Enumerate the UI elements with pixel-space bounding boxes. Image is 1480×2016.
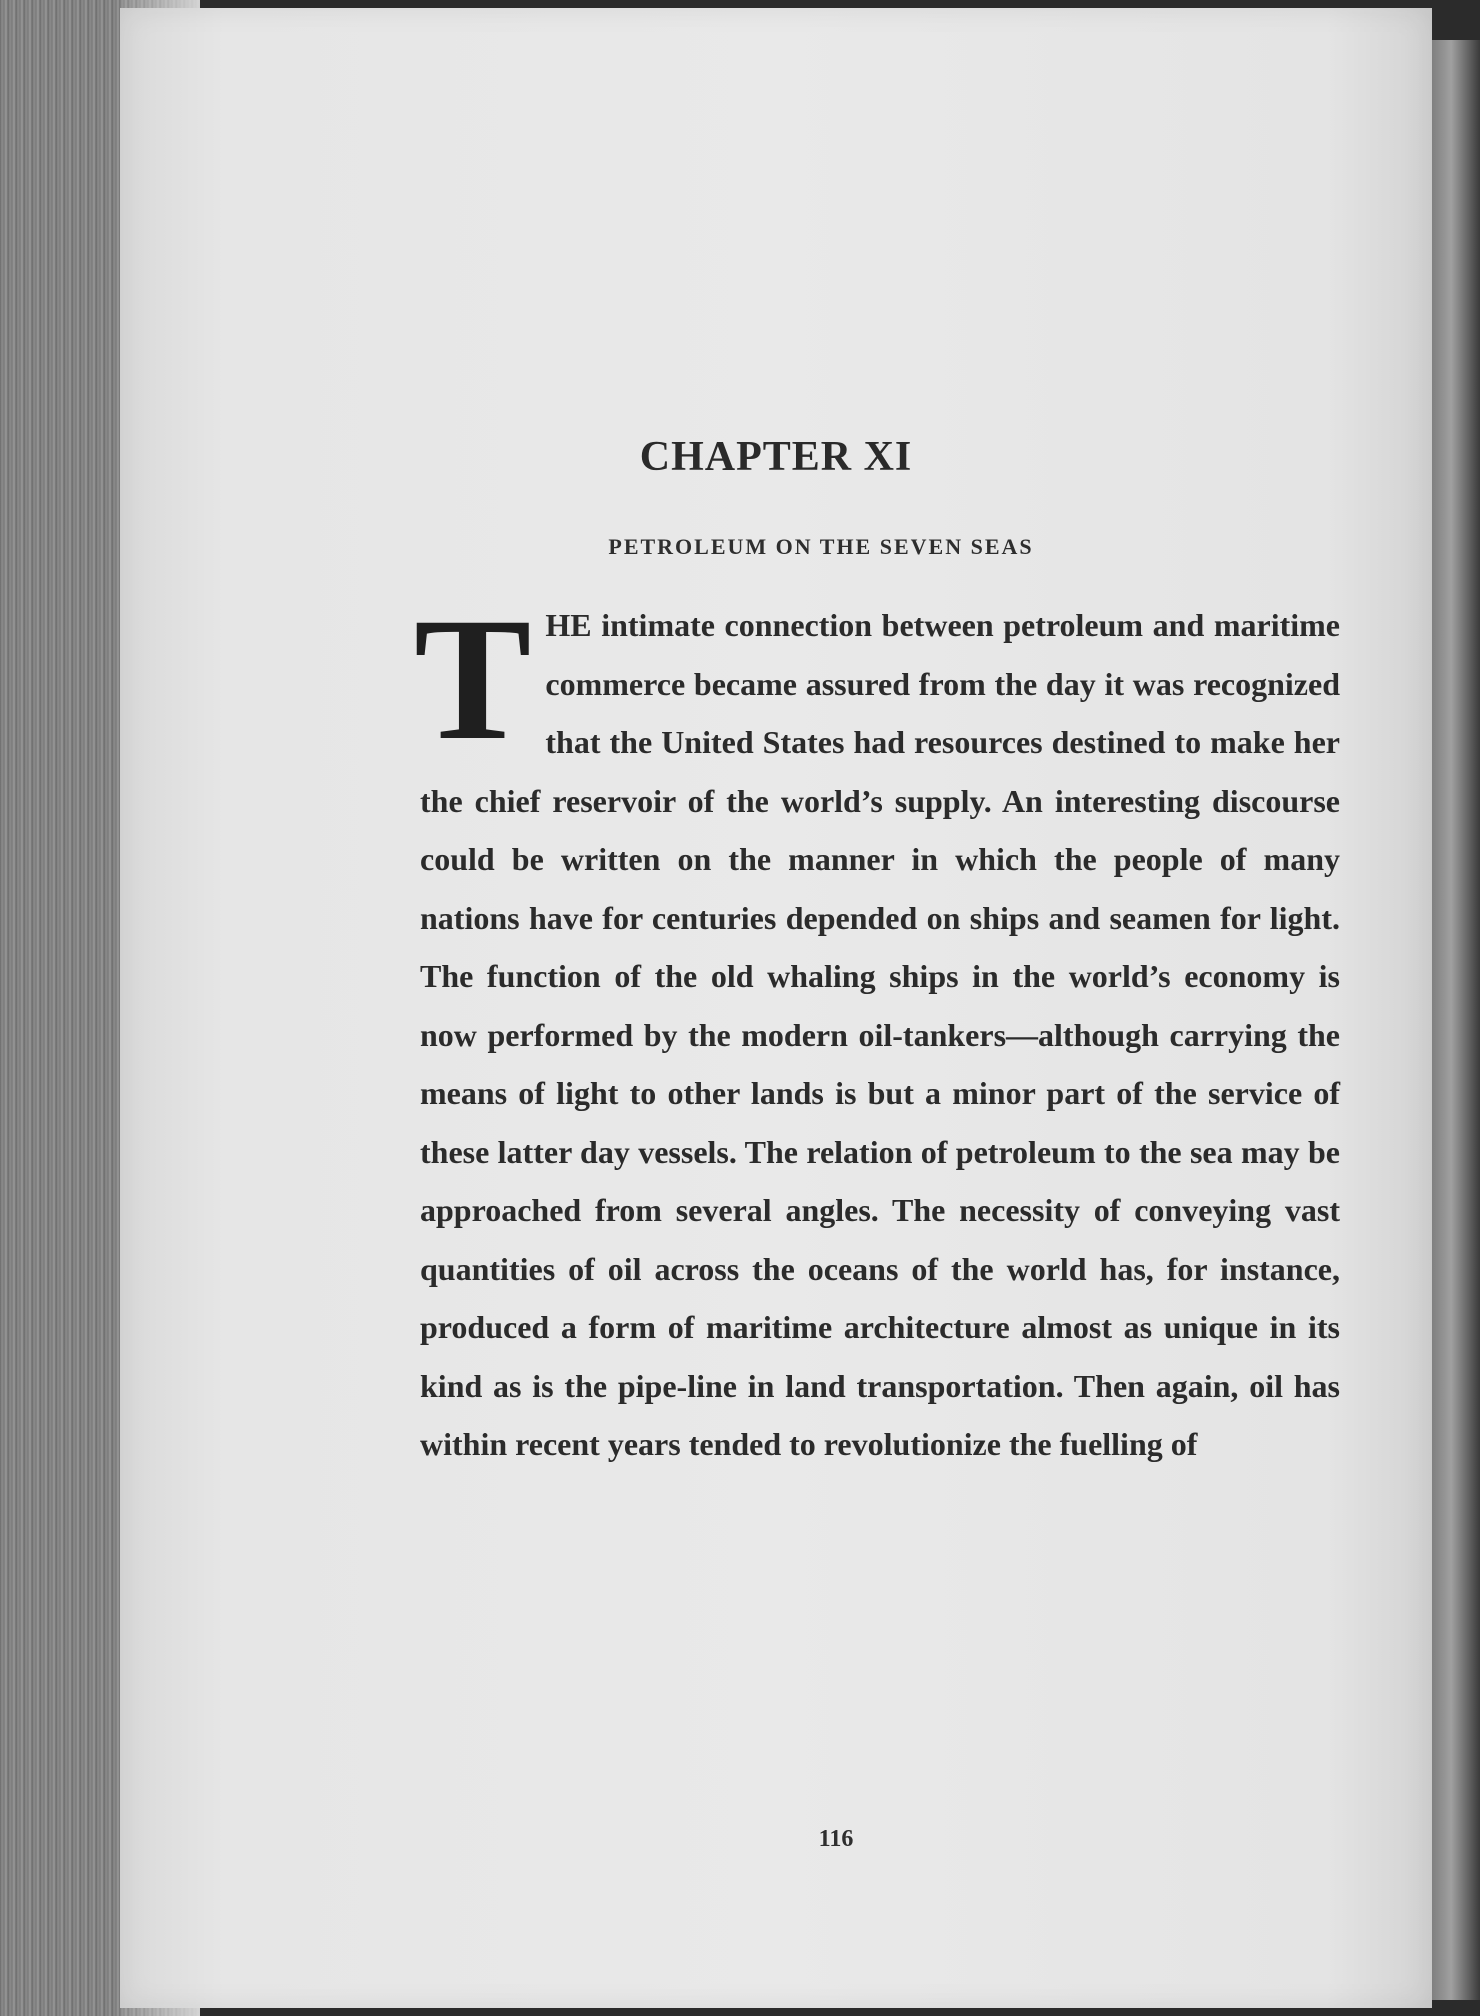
- paragraph-text: HE intimate connection between petroleum and maritime commerce became assured from the day it was recognized that the United States had resources destined to make her the chief reservoir of the world’s supply. An interesting discourse could be written on the manner in which the people of many nations have for centuries depended on ships and seamen for light. The function of the old whaling ships in the world’s economy is now performed by the modern oil-tankers—although carrying the means of light to other lands is but a minor part of the service of these latter day vessels. The relation of petroleum to the sea may be approached from several angles. The necessity of conveying vast quantities of oil across the oceans of the world has, for instance, produced a form of maritime architecture almost as unique in its kind as is the pipe-line in land transportation. Then again, oil has within recent years tended to revolutionize the fuelling of: [420, 607, 1340, 1462]
- body-paragraph: [414, 582, 1340, 1474]
- chapter-title: CHAPTER XI: [639, 434, 913, 480]
- page-number: 116: [818, 1826, 854, 1852]
- book-page: [120, 8, 1432, 2008]
- drop-cap: T: [414, 582, 532, 777]
- facing-page-edge: [1432, 40, 1480, 2000]
- chapter-subtitle: PETROLEUM ON THE SEVEN SEAS: [608, 534, 1034, 559]
